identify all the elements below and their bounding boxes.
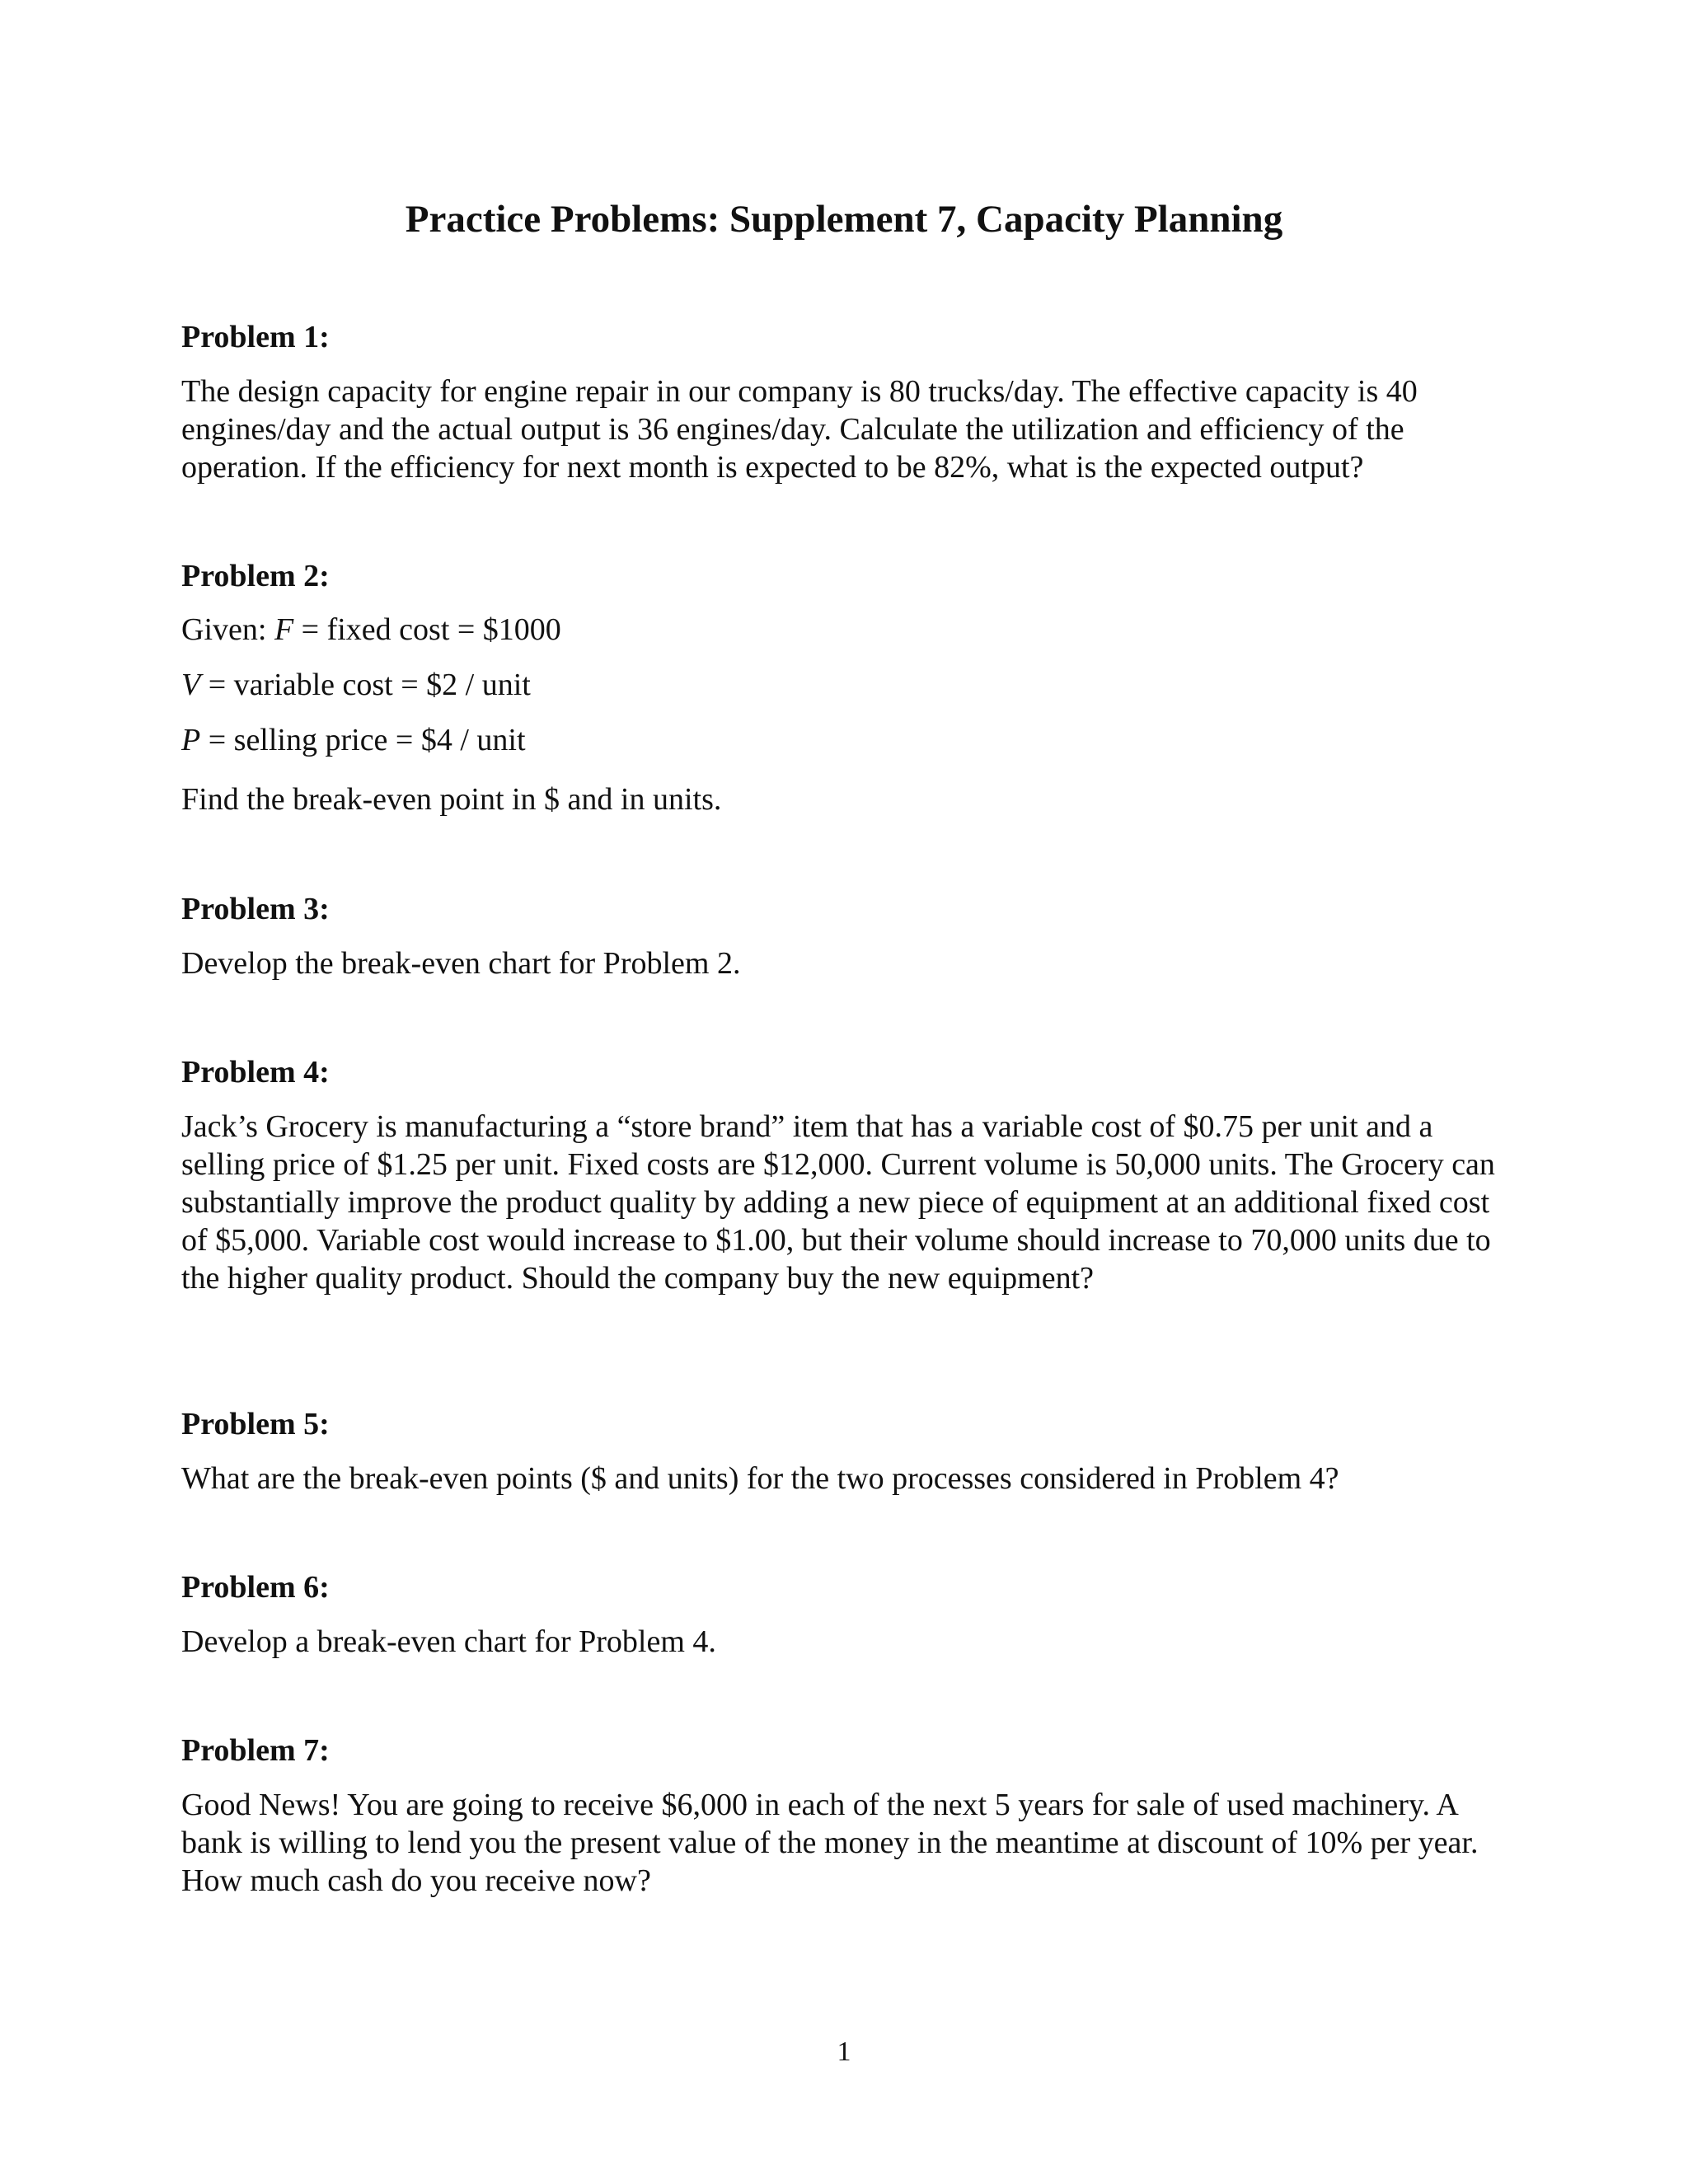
problem-6-text: Develop a break-even chart for Problem 4. [181, 1624, 716, 1659]
problem-3-text: Develop the break-even chart for Problem 2. [181, 946, 741, 981]
problem-5-heading: Problem 5: [181, 1407, 330, 1441]
symbol-f: F [274, 612, 294, 647]
problem-2-text: Find the break-even point in $ and in units. [181, 782, 722, 817]
problem-7-heading: Problem 7: [181, 1733, 330, 1768]
problem-2-heading: Problem 2: [181, 559, 330, 593]
problem-4-text: Jack’s Grocery is manufacturing a “store brand” item that has a variable cost of $0.75 per unit and a selling price of $1.25 per unit. Fixed costs are $12,000. Current volume is 50,000 units. The Grocery can substantially improve the product quality by adding a new piece of equipment at an additional fixed cost of $5,000. Variable cost would increase to $1.00, but their volume should increase to 70,000 units due to the higher quality product. Should the company buy the new equipment? [181, 1109, 1495, 1296]
problem-4-heading: Problem 4: [181, 1055, 330, 1090]
equation-fixed-cost [181, 611, 561, 649]
page-number: 1 [837, 2036, 851, 2067]
equation-selling-price [181, 721, 526, 759]
problem-1-text: The design capacity for engine repair in our company is 80 trucks/day. The effective capacity is 40 engines/day and the actual output is 36 engines/day. Calculate the utilization and efficiency of the operation. If the efficiency for next month is expected to be 82%, what is the expected output? [181, 374, 1418, 485]
symbol-v: V [181, 668, 201, 702]
problem-1-heading: Problem 1: [181, 320, 330, 354]
symbol-p: P [181, 723, 201, 757]
problem-6-heading: Problem 6: [181, 1570, 330, 1605]
equation-variable-cost-rest: = variable cost = $2 / unit [208, 668, 531, 702]
equation-selling-price-rest: = selling price = $4 / unit [208, 723, 526, 757]
problem-7-text: Good News! You are going to receive $6,000 in each of the next 5 years for sale of used machinery. A bank is willing to lend you the present value of the money in the meantime at discount of 10% per year. How much cash do you receive now? [181, 1788, 1479, 1898]
problem-5-text: What are the break-even points ($ and units) for the two processes considered in Problem 4? [181, 1461, 1339, 1496]
problem-3-heading: Problem 3: [181, 892, 330, 926]
page-title: Practice Problems: Supplement 7, Capacity Planning [405, 198, 1283, 241]
given-label: Given: [181, 612, 267, 647]
equation-fixed-cost-rest: = fixed cost = $1000 [301, 612, 561, 647]
equation-variable-cost [181, 666, 531, 704]
